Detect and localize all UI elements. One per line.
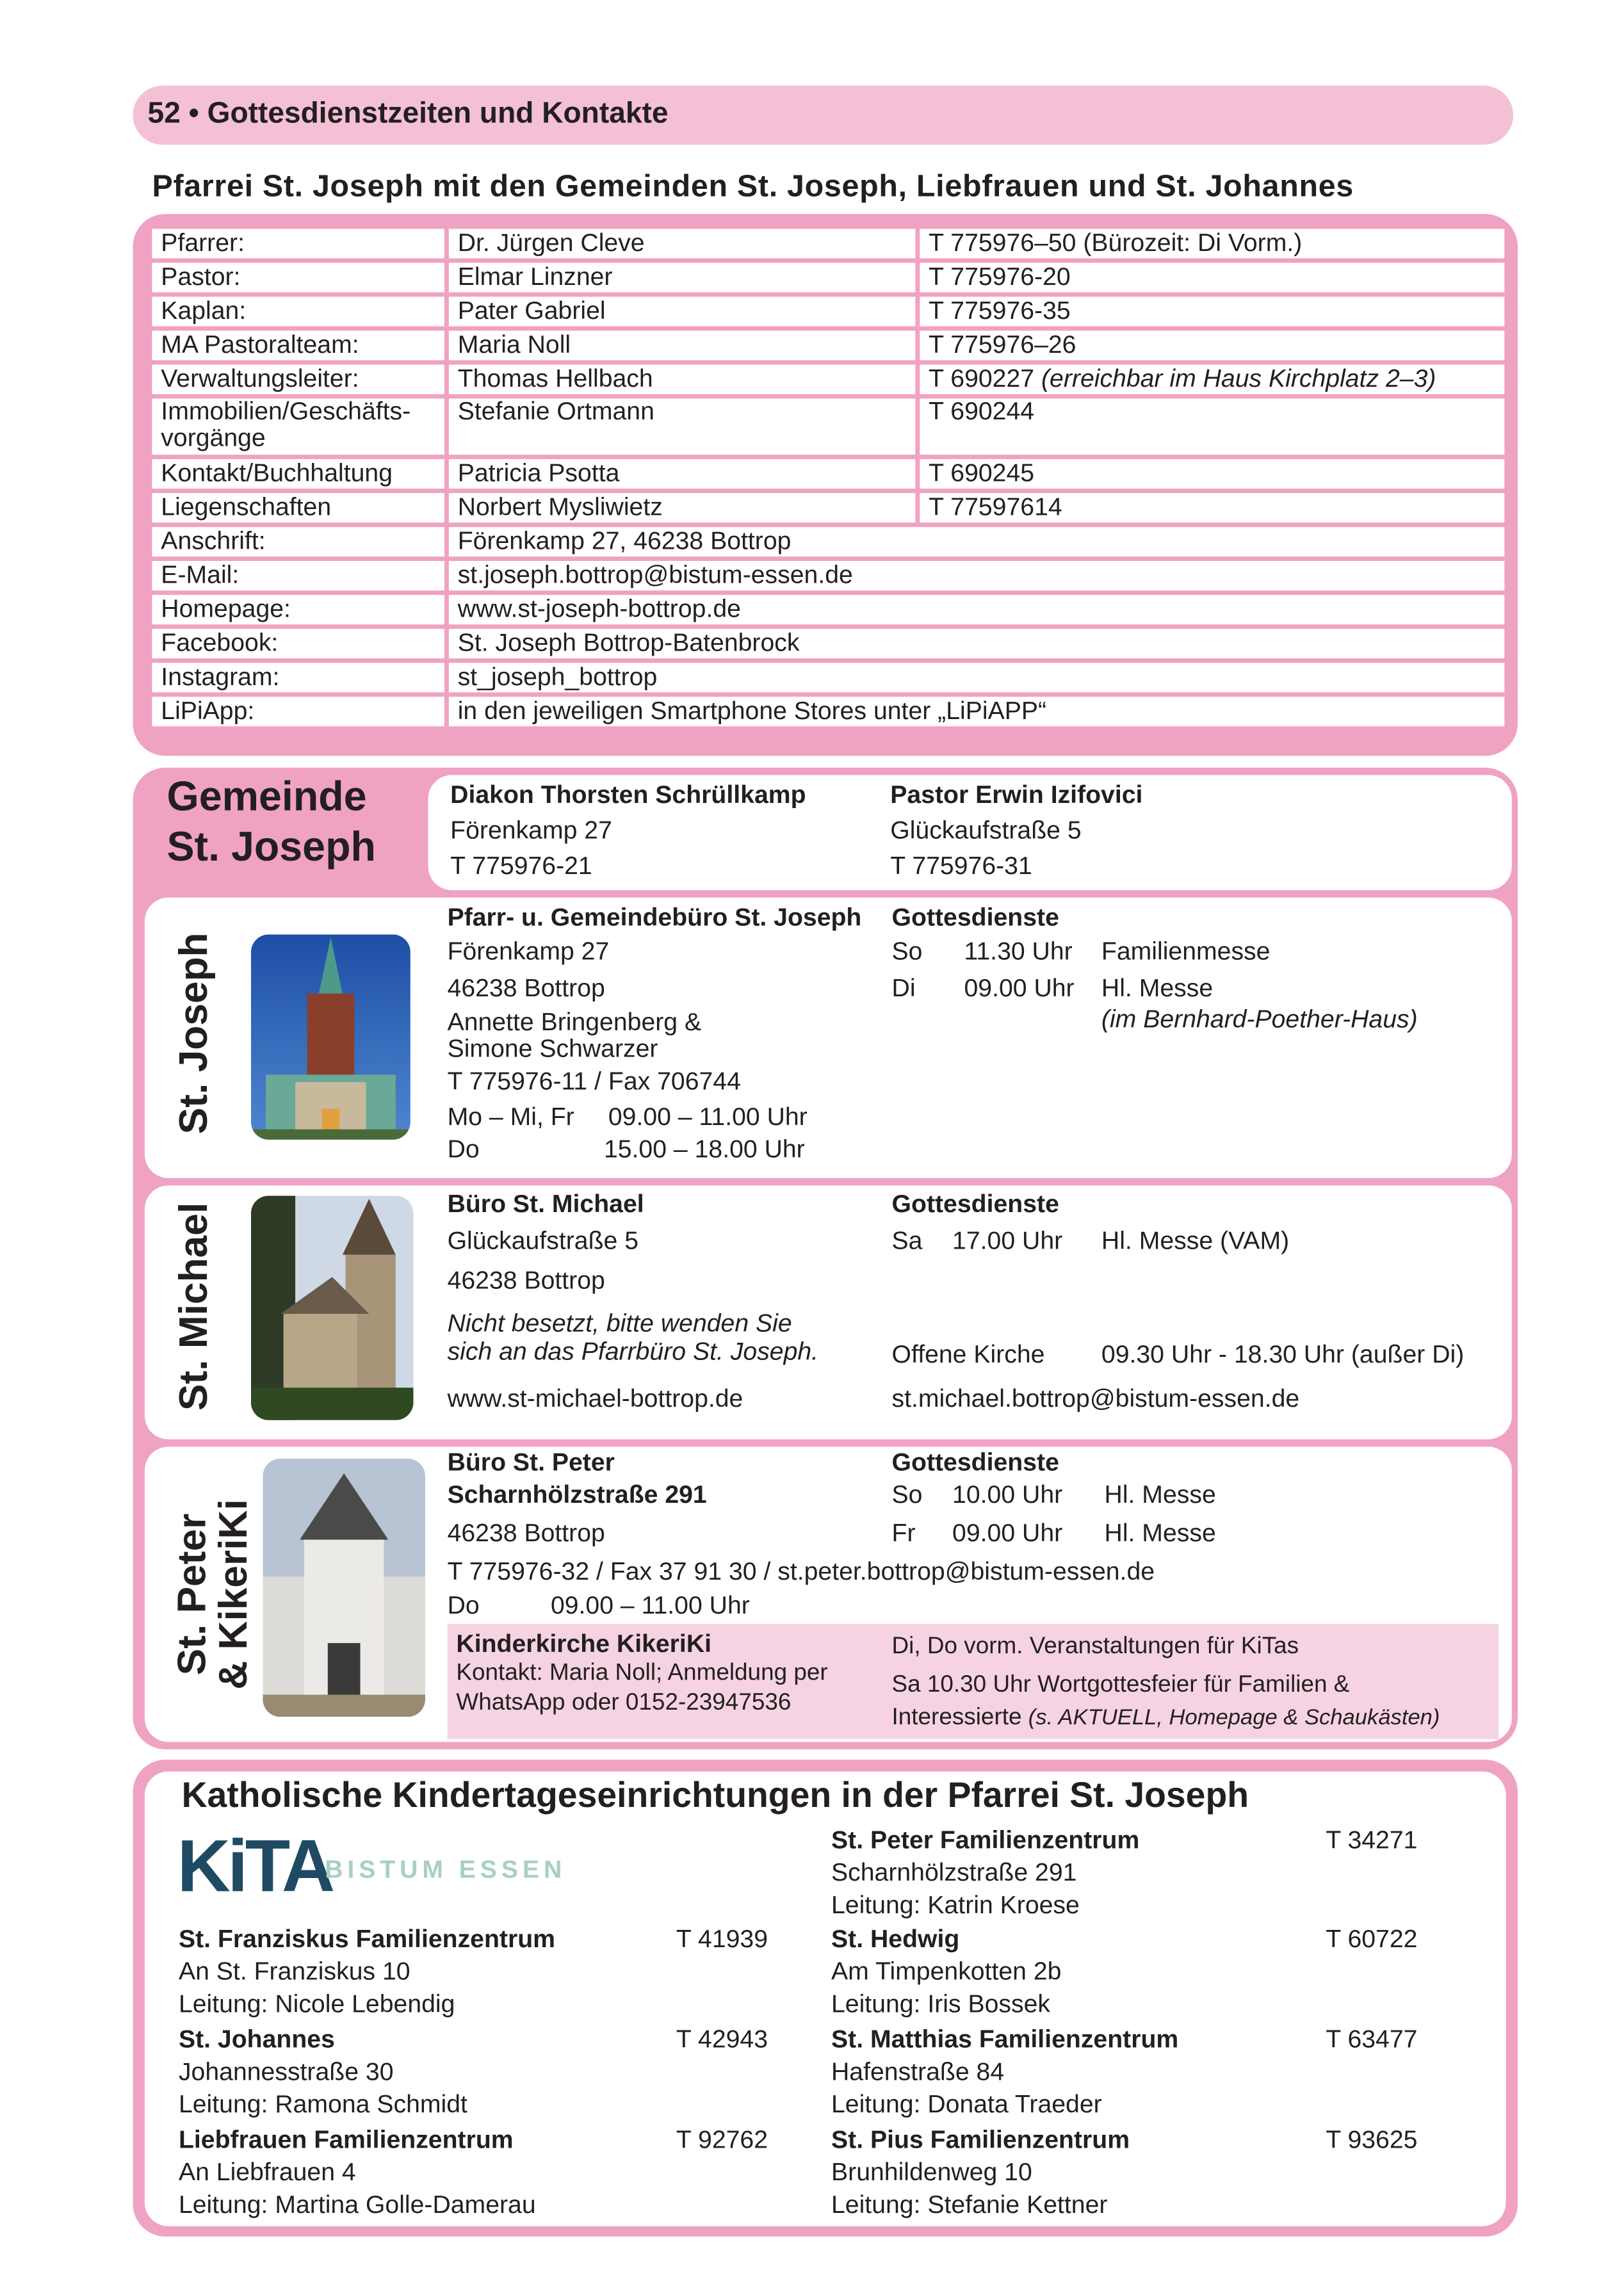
info-row — [152, 663, 1504, 692]
kita-name: St. Pius Familienzentrum — [831, 2125, 1130, 2154]
kikeriki-event-note: (s. AKTUELL, Homepage & Schaukästen) — [1028, 1705, 1440, 1731]
kita-phone: T 60722 — [1326, 1925, 1418, 1954]
office-street: Förenkamp 27 — [447, 937, 610, 966]
staff-name: Maria Noll — [449, 330, 916, 360]
info-row — [152, 595, 1504, 624]
office-city: 46238 Bottrop — [447, 1267, 605, 1295]
service-day: Sa — [891, 1226, 923, 1255]
page-header — [133, 86, 1513, 145]
staff-row — [152, 459, 1504, 489]
staff-name: Patricia Psotta — [449, 459, 916, 489]
service-time: 10.00 Uhr — [952, 1480, 1063, 1509]
open-church-time: 09.30 Uhr - 18.30 Uhr (außer Di) — [1101, 1340, 1465, 1369]
staff-name: Elmar Linzner — [449, 263, 916, 292]
office-note: sich an das Pfarrbüro St. Joseph. — [447, 1337, 819, 1366]
st-peter-label-line: St. Peter — [170, 1513, 215, 1676]
office-hours-time: 09.00 – 11.00 Uhr — [550, 1591, 750, 1620]
st-michael-label: St. Michael — [171, 1202, 216, 1411]
info-value[interactable]: st.joseph.bottrop@bistum-essen.de — [449, 561, 1504, 590]
staff-role: Verwaltungsleiter: — [152, 364, 444, 394]
staff-phone-number: T 775976-35 — [929, 296, 1071, 325]
staff-row — [152, 229, 1504, 258]
staff-phone-number: T 77597614 — [929, 493, 1062, 521]
kita-lead: Leitung: Katrin Kroese — [831, 1891, 1080, 1920]
staff-row — [152, 296, 1504, 326]
staff-name: Norbert Mysliwietz — [449, 493, 916, 522]
kita-phone: T 92762 — [676, 2125, 768, 2154]
info-value: st_joseph_bottrop — [449, 663, 1504, 692]
kita-logo-subtitle: BISTUM ESSEN — [325, 1856, 567, 1884]
kita-address: Hafenstraße 84 — [831, 2057, 1005, 2086]
kita-title: Katholische Kindertageseinrichtungen in der Pfarrei St. Joseph — [181, 1776, 1249, 1816]
office-name: Büro St. Peter — [447, 1448, 615, 1477]
parish-contact-table — [148, 224, 1509, 731]
kita-lead: Leitung: Donata Traeder — [831, 2090, 1102, 2119]
gemeinde-title: St. Joseph — [166, 823, 376, 870]
contact-name: Pastor Erwin Izifovici — [890, 781, 1143, 809]
staff-phone-number: T 775976–26 — [929, 330, 1076, 359]
info-row — [152, 561, 1504, 590]
staff-phone-note: (erreichbar im Haus Kirchplatz 2–3) — [1041, 364, 1436, 393]
office-city: 46238 Bottrop — [447, 1519, 605, 1548]
service-desc: Hl. Messe — [1104, 1519, 1216, 1548]
info-value[interactable]: www.st-joseph-bottrop.de — [449, 595, 1504, 624]
kikeriki-title: Kinderkirche KikeriKi — [456, 1630, 712, 1658]
staff-phone-number: T 775976–50 (Bürozeit: Di Vorm.) — [929, 229, 1303, 257]
office-hours-days: Mo – Mi, Fr — [447, 1103, 574, 1131]
kita-address: Am Timpenkotten 2b — [831, 1957, 1062, 1986]
contact-phone: T 775976-21 — [450, 852, 592, 880]
staff-name: Pater Gabriel — [449, 296, 916, 326]
staff-row — [152, 263, 1504, 292]
info-label: Homepage: — [152, 595, 444, 624]
kita-lead: Leitung: Nicole Lebendig — [178, 1989, 455, 2018]
office-contact: T 775976-32 / Fax 37 91 30 / st.peter.bottrop@bistum-essen.de — [447, 1557, 1155, 1586]
info-row — [152, 629, 1504, 658]
kita-logo: KiTA — [177, 1824, 332, 1907]
st-peter-church-photo — [263, 1459, 425, 1717]
staff-row — [152, 493, 1504, 522]
info-label: Instagram: — [152, 663, 444, 692]
info-value: St. Joseph Bottrop-Batenbrock — [449, 629, 1504, 658]
service-day: Di — [891, 974, 916, 1003]
staff-phone — [920, 296, 1504, 326]
staff-role: Pfarrer: — [152, 229, 444, 258]
open-church-label: Offene Kirche — [891, 1340, 1045, 1369]
contact-name: Diakon Thorsten Schrüllkamp — [450, 781, 806, 809]
staff-role: Immobilien/Geschäfts-vorgänge — [152, 398, 444, 455]
contact-phone: T 775976-31 — [890, 852, 1032, 880]
st-michael-church-photo — [251, 1195, 414, 1420]
staff-role: Liegenschaften — [152, 493, 444, 522]
staff-phone-number: T 690244 — [929, 398, 1035, 425]
office-hours-time: 15.00 – 18.00 Uhr — [603, 1135, 805, 1163]
service-note: (im Bernhard-Poether-Haus) — [1101, 1005, 1418, 1033]
kita-address: An Liebfrauen 4 — [178, 2158, 356, 2187]
service-day: Fr — [891, 1519, 916, 1548]
kita-phone: T 63477 — [1326, 2025, 1418, 2053]
info-value: Förenkamp 27, 46238 Bottrop — [449, 527, 1504, 556]
office-phone: T 775976-11 / Fax 706744 — [447, 1067, 741, 1096]
staff-phone — [920, 229, 1504, 258]
kita-address: Scharnhölzstraße 291 — [831, 1858, 1077, 1887]
info-label: LiPiApp: — [152, 697, 444, 726]
st-joseph-church-photo — [251, 934, 410, 1139]
services-title: Gottesdienste — [891, 1448, 1059, 1477]
service-desc: Hl. Messe — [1104, 1480, 1216, 1509]
service-time: 09.00 Uhr — [952, 1519, 1063, 1548]
staff-role: Pastor: — [152, 263, 444, 292]
st-joseph-label: St. Joseph — [171, 932, 216, 1135]
info-row — [152, 527, 1504, 556]
kikeriki-contact: Kontakt: Maria Noll; Anmeldung per — [456, 1660, 828, 1686]
staff-phone — [920, 493, 1504, 522]
kikeriki-event: Sa 10.30 Uhr Wortgottesfeier für Familien & — [891, 1673, 1350, 1698]
kita-phone: T 42943 — [676, 2025, 768, 2053]
office-city: 46238 Bottrop — [447, 974, 605, 1003]
kita-address: An St. Franziskus 10 — [178, 1957, 410, 1986]
kita-phone: T 41939 — [676, 1925, 768, 1954]
office-hours-days: Do — [447, 1591, 480, 1620]
page-header-title: 52 • Gottesdienstzeiten und Kontakte — [147, 97, 669, 130]
staff-name: Thomas Hellbach — [449, 364, 916, 394]
kita-lead: Leitung: Iris Bossek — [831, 1989, 1051, 2018]
kita-name: St. Peter Familienzentrum — [831, 1826, 1140, 1854]
office-note: Nicht besetzt, bitte wenden Sie — [447, 1309, 792, 1338]
staff-role: Kaplan: — [152, 296, 444, 326]
kita-lead: Leitung: Stefanie Kettner — [831, 2191, 1108, 2219]
service-day: So — [891, 937, 923, 966]
email-link[interactable]: st.michael.bottrop@bistum-essen.de — [891, 1384, 1300, 1413]
kita-phone: T 93625 — [1326, 2125, 1418, 2154]
office-hours-days: Do — [447, 1135, 480, 1163]
staff-phone-number: T 690245 — [929, 459, 1035, 487]
kikeriki-event — [892, 1704, 1440, 1733]
kita-address: Johannesstraße 30 — [178, 2057, 394, 2086]
st-peter-label-line: & KikeriKi — [211, 1499, 256, 1690]
info-label: Facebook: — [152, 629, 444, 658]
kita-lead: Leitung: Martina Golle-Damerau — [178, 2191, 536, 2219]
kita-name: St. Johannes — [178, 2025, 335, 2053]
service-time: 17.00 Uhr — [952, 1226, 1063, 1255]
kita-name: Liebfrauen Familienzentrum — [178, 2125, 514, 2154]
kita-name: St. Hedwig — [831, 1925, 960, 1954]
info-label: Anschrift: — [152, 527, 444, 556]
st-peter-label — [171, 1499, 254, 1690]
service-day: So — [891, 1480, 923, 1509]
office-name: Pfarr- u. Gemeindebüro St. Joseph — [447, 903, 862, 932]
office-hours-time: 09.00 – 11.00 Uhr — [608, 1103, 808, 1131]
office-staff: Simone Schwarzer — [447, 1035, 658, 1063]
staff-phone — [920, 398, 1504, 455]
kita-lead: Leitung: Ramona Schmidt — [178, 2090, 467, 2119]
website-link[interactable]: www.st-michael-bottrop.de — [447, 1384, 743, 1413]
gemeinde-title: Gemeinde — [166, 773, 367, 820]
info-row — [152, 697, 1504, 726]
staff-name: Stefanie Ortmann — [449, 398, 916, 455]
service-time: 11.30 Uhr — [964, 937, 1073, 966]
staff-row — [152, 364, 1504, 394]
office-street: Scharnhölzstraße 291 — [447, 1480, 707, 1509]
contact-address: Glückaufstraße 5 — [890, 816, 1082, 845]
kita-address: Brunhildenweg 10 — [831, 2158, 1032, 2187]
staff-phone — [920, 364, 1504, 394]
staff-phone — [920, 459, 1504, 489]
services-title: Gottesdienste — [891, 903, 1059, 932]
parish-title: Pfarrei St. Joseph mit den Gemeinden St. Joseph, Liebfrauen und St. Johannes — [152, 170, 1354, 204]
staff-name: Dr. Jürgen Cleve — [449, 229, 916, 258]
service-desc: Hl. Messe (VAM) — [1101, 1226, 1290, 1255]
kita-name: St. Franziskus Familienzentrum — [178, 1925, 556, 1954]
kita-phone: T 34271 — [1326, 1826, 1418, 1854]
kita-name: St. Matthias Familienzentrum — [831, 2025, 1179, 2053]
service-time: 09.00 Uhr — [964, 974, 1075, 1003]
kikeriki-contact: WhatsApp oder 0152-23947536 — [456, 1690, 792, 1715]
staff-phone-number: T 775976-20 — [929, 263, 1071, 291]
info-value: in den jeweiligen Smartphone Stores unter „LiPiAPP“ — [449, 697, 1504, 726]
staff-phone — [920, 330, 1504, 360]
kikeriki-event: Di, Do vorm. Veranstaltungen für KiTas — [891, 1634, 1299, 1660]
staff-phone-number: T 690227 — [929, 364, 1035, 393]
staff-role: MA Pastoralteam: — [152, 330, 444, 360]
office-street: Glückaufstraße 5 — [447, 1226, 639, 1255]
services-title: Gottesdienste — [891, 1190, 1059, 1219]
service-desc: Hl. Messe — [1101, 974, 1214, 1003]
contact-address: Förenkamp 27 — [450, 816, 612, 845]
staff-row — [152, 330, 1504, 360]
service-desc: Familienmesse — [1101, 937, 1271, 966]
info-label: E-Mail: — [152, 561, 444, 590]
staff-phone — [920, 263, 1504, 292]
office-name: Büro St. Michael — [447, 1190, 644, 1219]
staff-row — [152, 398, 1504, 455]
office-staff: Annette Bringenberg & — [447, 1008, 702, 1037]
staff-role: Kontakt/Buchhaltung — [152, 459, 444, 489]
kikeriki-event-text: Interessierte — [891, 1705, 1022, 1731]
